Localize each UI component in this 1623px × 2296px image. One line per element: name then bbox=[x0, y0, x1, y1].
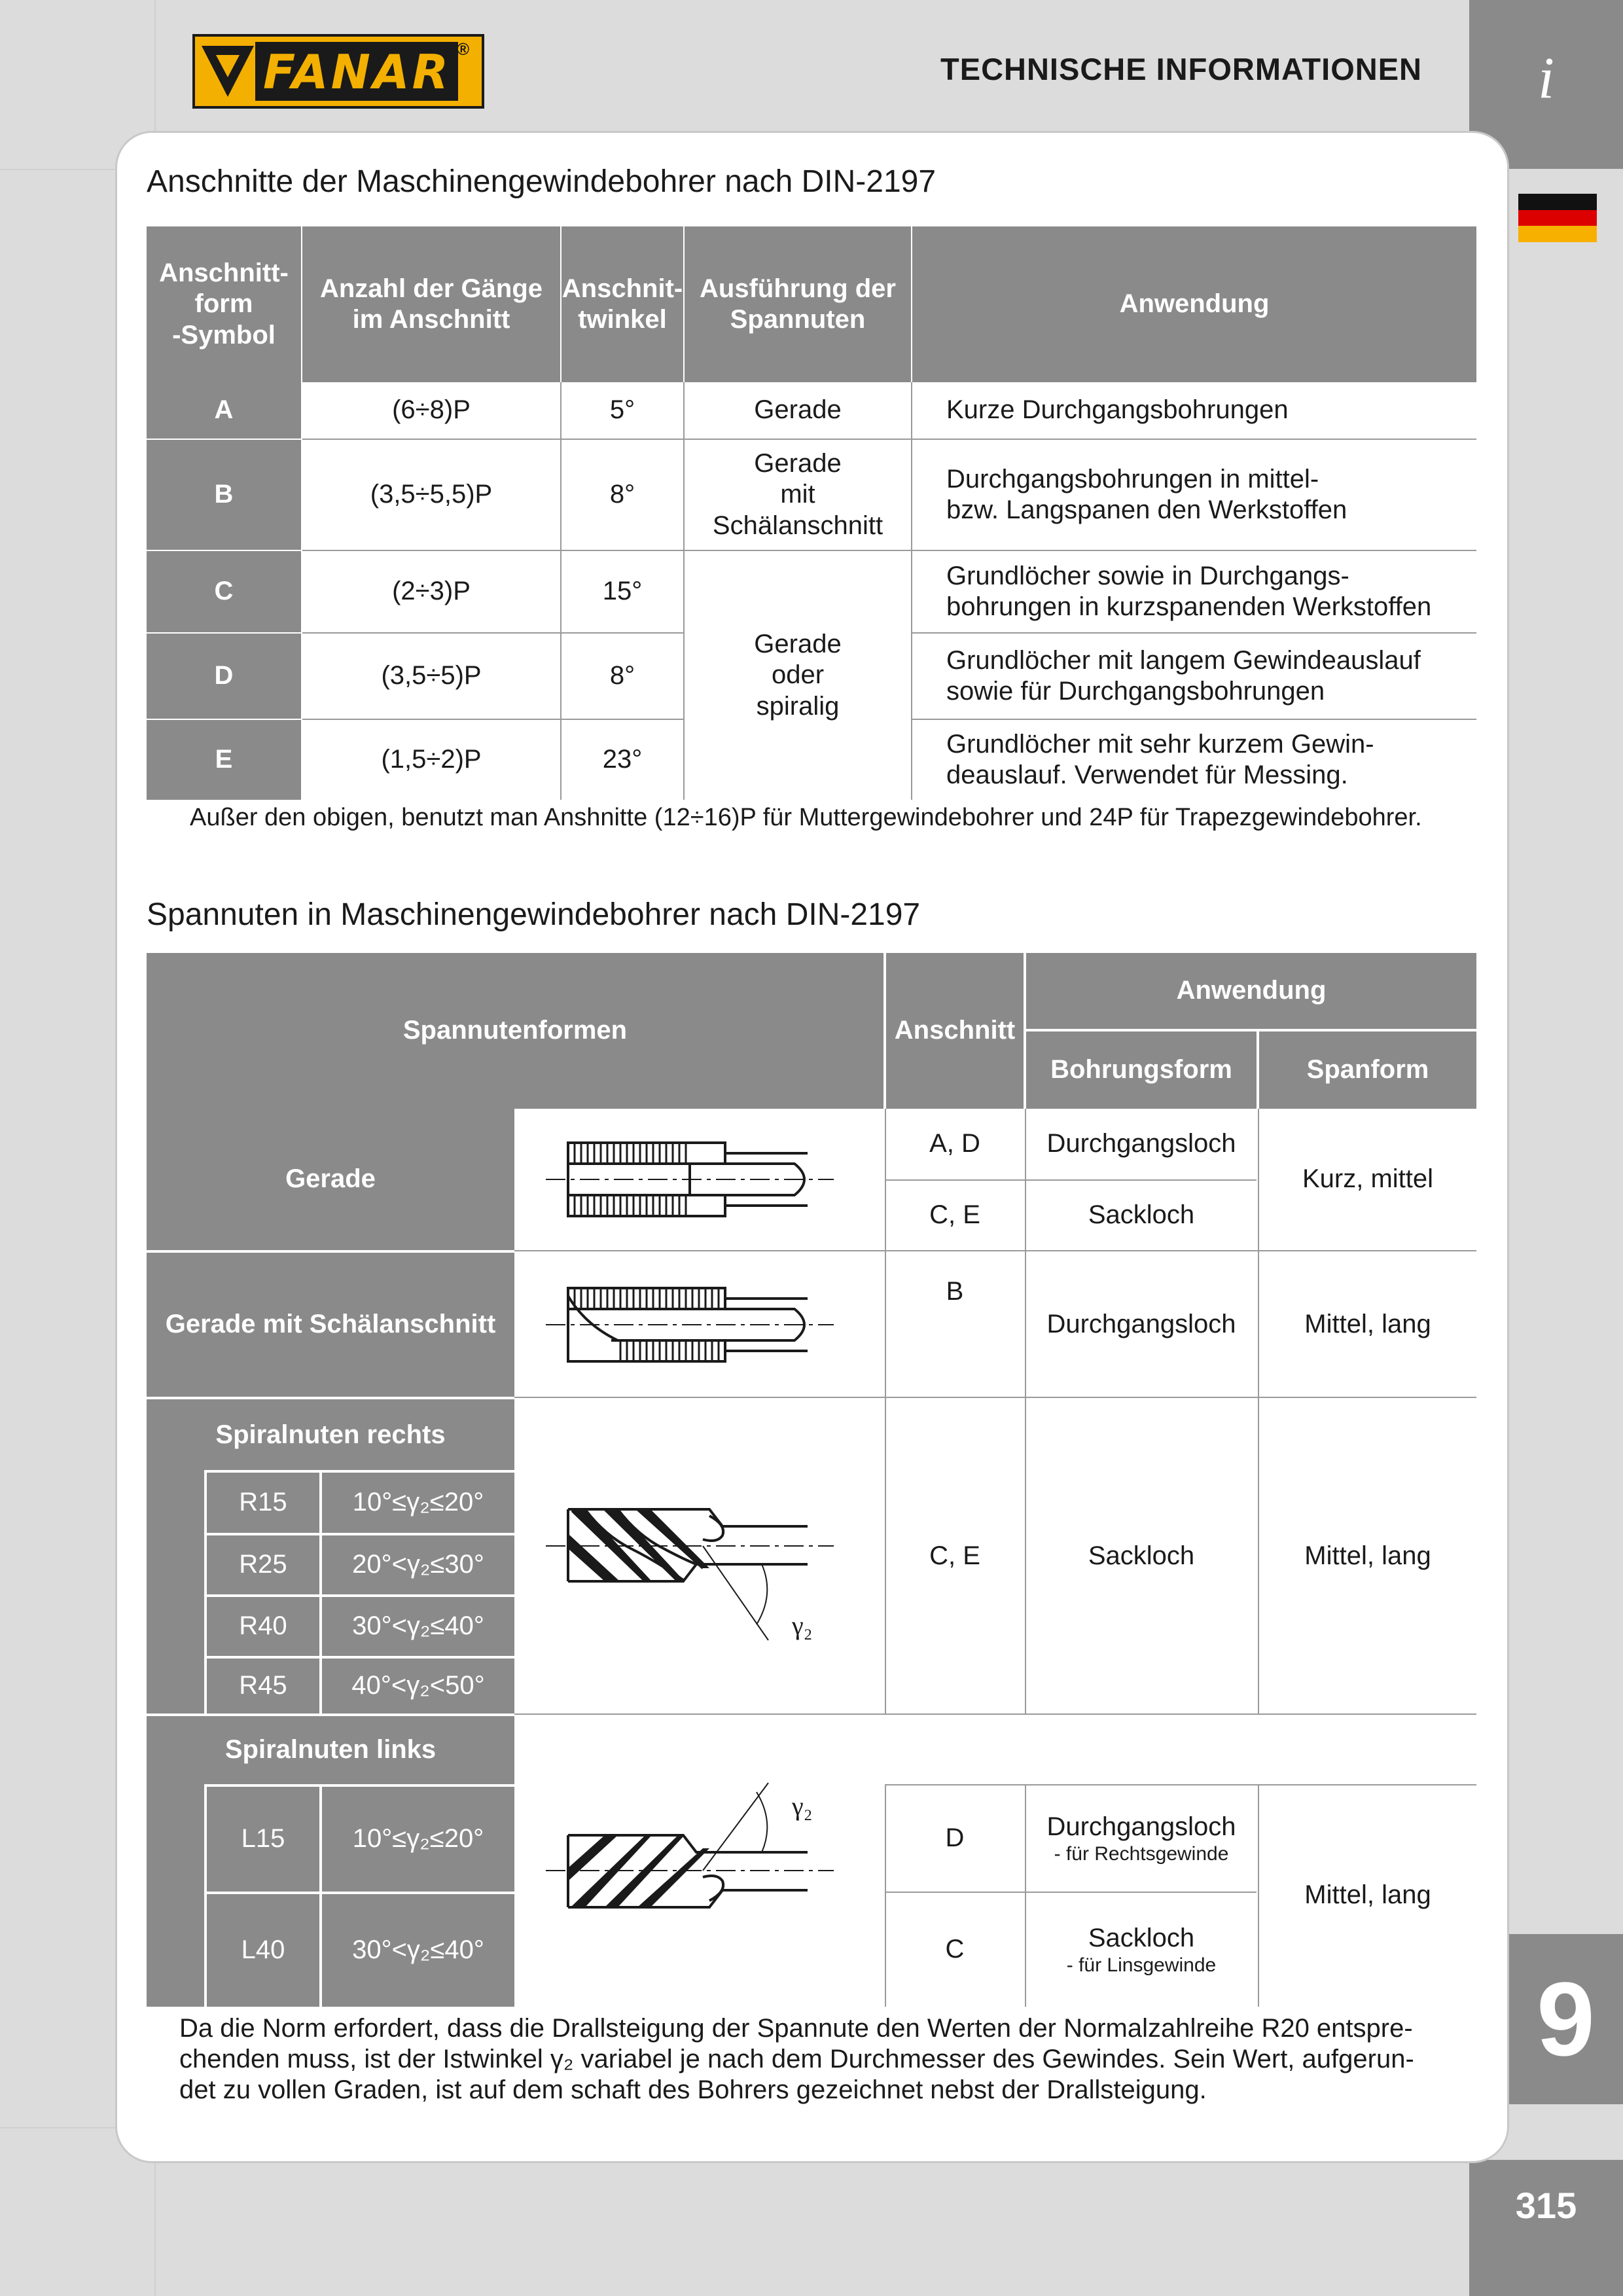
links-bohrungsform-c-text: Sackloch bbox=[1088, 1923, 1195, 1952]
table1-a-gaenge: (6÷8)P bbox=[392, 395, 471, 425]
table2-header-anwendung: Anwendung bbox=[1026, 953, 1476, 1029]
links-label: Spiralnuten links bbox=[147, 1716, 514, 1784]
page-margin-line-top bbox=[0, 169, 118, 170]
table1-b-ausfuehrung: Gerade mit Schälanschnitt bbox=[712, 449, 883, 540]
links-anschnitt-c: C bbox=[945, 1935, 965, 1964]
links-anschnitt-d: D bbox=[945, 1823, 965, 1853]
table1-a-winkel: 5° bbox=[609, 395, 635, 425]
schael-bohrungsform: Durchgangsloch bbox=[1046, 1310, 1236, 1339]
table1-b-gaenge: (3,5÷5,5)P bbox=[370, 480, 493, 509]
table2-header-spannutenformen: Spannutenformen bbox=[147, 953, 883, 1109]
table1-d-anwendung: Grundlöcher mit langem Gewindeauslauf sowie für Durchgangsbohrungen bbox=[946, 645, 1421, 706]
schael-anschnitt: B bbox=[946, 1277, 964, 1306]
rechts-label: Spiralnuten rechts bbox=[147, 1399, 514, 1471]
rechts-anschnitt: C, E bbox=[929, 1541, 980, 1571]
table1-header-anwendung: Anwendung bbox=[912, 226, 1476, 382]
german-flag-icon bbox=[1518, 194, 1597, 242]
rechts-code-r45: R45 bbox=[207, 1659, 319, 1713]
gerade-tap-drawing bbox=[546, 1131, 840, 1229]
table2 bbox=[147, 953, 1476, 2007]
table1-a-ausfuehrung: Gerade bbox=[754, 395, 842, 425]
info-tab-icon: i bbox=[1469, 0, 1623, 169]
gerade-label: Gerade bbox=[147, 1109, 514, 1250]
rechts-range-r45: 40°<γ₂<50° bbox=[322, 1659, 514, 1713]
schael-label: Gerade mit Schälanschnitt bbox=[147, 1253, 514, 1397]
footer-line-2: chenden muss, ist der Istwinkel γ₂ variabel je nach dem Durchmesser des Gewindes. Sein Wert, aufgerun- bbox=[179, 2045, 1414, 2073]
logo-v-icon bbox=[202, 43, 254, 99]
rechts-range-r40: 30°<γ₂≤40° bbox=[322, 1597, 514, 1656]
gerade-anschnitt-1: A, D bbox=[929, 1129, 980, 1158]
table2-title: Spannuten in Maschinengewindebohrer nach DIN-2197 bbox=[147, 897, 921, 932]
table1-header-winkel: Anschnit- twinkel bbox=[562, 226, 683, 382]
table1-header-ausfuehrung: Ausführung der Spannuten bbox=[685, 226, 911, 382]
links-range-l15: 10°≤γ₂≤20° bbox=[322, 1787, 514, 1892]
rechts-spanform: Mittel, lang bbox=[1304, 1541, 1431, 1571]
links-range-l40: 30°<γ₂≤40° bbox=[322, 1894, 514, 2007]
table2-header-anschnitt: Anschnitt bbox=[886, 953, 1024, 1109]
links-bohrungsform-c-sub: - für Linsgewinde bbox=[1066, 1954, 1217, 1976]
table1-e-gaenge: (1,5÷2)P bbox=[381, 745, 482, 774]
table1-d-winkel: 8° bbox=[609, 661, 635, 691]
table1-symbol-c: C bbox=[147, 551, 301, 632]
rechts-code-r40: R40 bbox=[207, 1597, 319, 1656]
table1-a-anwendung: Kurze Durchgangsbohrungen bbox=[946, 395, 1289, 425]
table1-symbol-d: D bbox=[147, 634, 301, 719]
gerade-anschnitt-2: C, E bbox=[929, 1200, 980, 1230]
table1-symbol-a: A bbox=[147, 382, 301, 439]
table1-note: Außer den obigen, benutzt man Anshnitte (12÷16)P für Muttergewindebohrer und 24P für Trapezgewindebohrer. bbox=[190, 804, 1422, 831]
links-spanform: Mittel, lang bbox=[1304, 1880, 1431, 1910]
links-code-l40: L40 bbox=[207, 1894, 319, 2007]
rechts-gamma-label: γ₂ bbox=[792, 1611, 813, 1640]
links-gamma-label: γ₂ bbox=[792, 1791, 813, 1821]
rechts-code-r25: R25 bbox=[207, 1535, 319, 1594]
logo-brand-text: FANAR bbox=[263, 45, 452, 99]
footer-line-1: Da die Norm erfordert, dass die Drallsteigung der Spannute den Werten der Normalzahlreihe R20 entspre- bbox=[179, 2014, 1413, 2043]
table1-c-winkel: 15° bbox=[602, 577, 643, 606]
gerade-bohrungsform-2: Sackloch bbox=[1088, 1200, 1195, 1230]
table1-b-anwendung: Durchgangsbohrungen in mittel- bzw. Langspanen den Werkstoffen bbox=[946, 464, 1347, 524]
table1-header-gaenge: Anzahl der Gänge im Anschnitt bbox=[302, 226, 560, 382]
table1-c-anwendung: Grundlöcher sowie in Durchgangs- bohrungen in kurzspanenden Werkstoffen bbox=[946, 561, 1432, 621]
rechts-range-r15: 10°≤γ₂≤20° bbox=[322, 1473, 514, 1533]
table1-header-symbol: Anschnitt- form -Symbol bbox=[147, 226, 301, 382]
links-code-l15: L15 bbox=[207, 1787, 319, 1892]
schael-spanform: Mittel, lang bbox=[1304, 1310, 1431, 1339]
table1-b-winkel: 8° bbox=[609, 480, 635, 509]
table1-cde-ausfuehrung: Gerade oder spiralig bbox=[754, 630, 842, 721]
rechts-code-r15: R15 bbox=[207, 1473, 319, 1533]
page-margin-line-bottom bbox=[0, 2127, 118, 2128]
table1-c-gaenge: (2÷3)P bbox=[392, 577, 471, 606]
table1-title: Anschnitte der Maschinengewindebohrer nach DIN-2197 bbox=[147, 164, 936, 199]
logo-registered-mark: ® bbox=[457, 39, 470, 59]
rechts-bohrungsform: Sackloch bbox=[1088, 1541, 1195, 1571]
table1-e-winkel: 23° bbox=[602, 745, 643, 774]
section-title: TECHNISCHE INFORMATIONEN bbox=[940, 52, 1422, 86]
links-bohrungsform-d-text: Durchgangsloch bbox=[1046, 1812, 1236, 1841]
page-number: 315 bbox=[1469, 2160, 1623, 2296]
links-bohrungsform-d bbox=[1026, 1785, 1257, 1892]
table1-symbol-b: B bbox=[147, 440, 301, 550]
footer-paragraph bbox=[179, 2013, 1586, 2106]
table1-symbol-e: E bbox=[147, 720, 301, 800]
footer-line-3: det zu vollen Graden, ist auf dem schaft des Bohrers gezeichnet nebst der Drallsteigung. bbox=[179, 2075, 1207, 2104]
table1-e-anwendung: Grundlöcher mit sehr kurzem Gewin- deauslauf. Verwendet für Messing. bbox=[946, 729, 1374, 789]
gerade-spanform: Kurz, mittel bbox=[1302, 1164, 1434, 1194]
schael-tap-drawing bbox=[546, 1276, 840, 1374]
table2-header-spanform: Spanform bbox=[1259, 1031, 1476, 1109]
rechts-range-r25: 20°<γ₂≤30° bbox=[322, 1535, 514, 1594]
table1 bbox=[147, 226, 1476, 802]
links-bohrungsform-d-sub: - für Rechtsgewinde bbox=[1054, 1842, 1229, 1865]
table1-d-gaenge: (3,5÷5)P bbox=[381, 661, 482, 691]
table2-header-bohrungsform: Bohrungsform bbox=[1026, 1031, 1257, 1109]
chapter-tab: 9 bbox=[1508, 1934, 1623, 2104]
fanar-logo bbox=[192, 34, 484, 109]
links-bohrungsform-c bbox=[1026, 1893, 1257, 2007]
gerade-bohrungsform-1: Durchgangsloch bbox=[1046, 1129, 1236, 1158]
